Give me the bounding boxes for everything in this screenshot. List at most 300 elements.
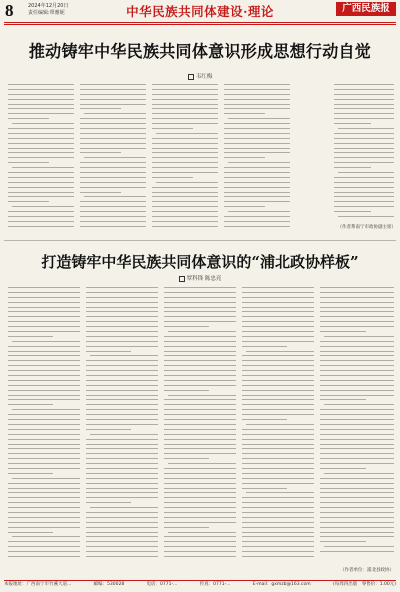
text-line (8, 439, 80, 440)
text-line (164, 385, 236, 386)
text-line (86, 390, 158, 391)
text-line (164, 483, 236, 484)
text-line (224, 157, 265, 158)
text-line (8, 133, 74, 134)
text-line (242, 336, 314, 337)
text-line (8, 483, 80, 484)
text-line (152, 94, 218, 95)
text-line (8, 473, 53, 474)
text-line (86, 321, 158, 322)
text-line (8, 84, 74, 85)
text-line (8, 118, 49, 119)
text-line (320, 346, 394, 347)
text-line (86, 536, 158, 537)
text-line (320, 375, 394, 376)
text-line (334, 148, 394, 149)
text-line (152, 148, 218, 149)
text-line (224, 167, 290, 168)
text-line (8, 522, 80, 523)
text-line (164, 512, 236, 513)
text-line (320, 478, 394, 479)
text-line (242, 512, 314, 513)
text-line (8, 108, 74, 109)
text-line (80, 94, 146, 95)
text-line (86, 473, 158, 474)
page-footer (4, 580, 396, 590)
text-line (164, 551, 236, 552)
text-line (8, 385, 80, 386)
text-line (80, 187, 146, 188)
text-line (320, 390, 394, 391)
text-line (334, 187, 394, 188)
text-line (86, 395, 158, 396)
text-line (242, 458, 314, 459)
text-line (242, 502, 314, 503)
text-line (164, 492, 236, 493)
issue-date: 2024年12月20日 (28, 3, 69, 9)
text-line (338, 216, 394, 217)
text-line (8, 488, 80, 489)
article1-column-4 (224, 84, 290, 231)
text-line (86, 370, 158, 371)
text-line (164, 448, 236, 449)
text-line (224, 133, 290, 134)
text-line (80, 138, 146, 139)
text-line (164, 488, 236, 489)
text-line (8, 512, 80, 513)
text-line (324, 404, 394, 405)
text-line (168, 463, 236, 464)
text-line (86, 444, 158, 445)
text-line (164, 541, 236, 542)
text-line (152, 128, 193, 129)
text-line (338, 128, 394, 129)
text-line (164, 336, 236, 337)
text-line (320, 541, 366, 542)
text-line (242, 297, 314, 298)
text-line (8, 311, 80, 312)
text-line (8, 187, 74, 188)
text-line (164, 414, 236, 415)
text-line (320, 536, 394, 537)
text-line (80, 167, 146, 168)
text-line (242, 365, 314, 366)
text-line (228, 118, 290, 119)
text-line (8, 370, 80, 371)
article2-column-4 (242, 287, 314, 561)
text-line (338, 172, 394, 173)
text-line (320, 414, 394, 415)
article2-signature: （作者单位：浦北县政协） (340, 568, 394, 573)
text-line (152, 226, 218, 227)
footer-fax: 传真：0771-... (199, 582, 231, 587)
text-line (86, 351, 131, 352)
text-line (224, 138, 290, 139)
text-line (242, 463, 314, 464)
text-line (8, 395, 80, 396)
text-line (334, 143, 394, 144)
text-line (320, 517, 394, 518)
text-line (242, 311, 314, 312)
text-line (164, 507, 236, 508)
text-line (152, 123, 218, 124)
text-line (164, 458, 209, 459)
text-line (86, 532, 158, 533)
text-line (224, 94, 290, 95)
text-line (242, 527, 314, 528)
text-line (334, 167, 371, 168)
text-line (8, 211, 74, 212)
article1-byline (0, 72, 400, 80)
text-line (164, 478, 236, 479)
text-line (12, 123, 74, 124)
text-line (334, 182, 394, 183)
text-line (164, 527, 209, 528)
text-line (86, 517, 158, 518)
text-line (320, 522, 394, 523)
text-line (86, 404, 158, 405)
text-line (246, 492, 314, 493)
text-line (334, 192, 394, 193)
text-line (86, 297, 158, 298)
text-line (80, 108, 121, 109)
text-line (152, 206, 218, 207)
text-line (320, 497, 394, 498)
text-line (242, 429, 314, 430)
text-line (334, 108, 394, 109)
text-line (224, 99, 290, 100)
text-line (242, 346, 287, 347)
text-line (152, 211, 218, 212)
text-line (224, 196, 290, 197)
section-title: 中华民族共同体建设·理论 (126, 4, 274, 19)
text-line (86, 311, 158, 312)
text-line (242, 321, 314, 322)
text-line (224, 148, 290, 149)
text-line (164, 429, 236, 430)
text-line (228, 162, 290, 163)
text-line (80, 99, 146, 100)
text-line (8, 172, 74, 173)
text-line (320, 370, 394, 371)
text-line (334, 211, 371, 212)
text-line (224, 123, 290, 124)
text-line (320, 453, 394, 454)
text-line (8, 390, 80, 391)
byline-square-icon (188, 74, 194, 80)
text-line (242, 483, 314, 484)
text-line (8, 380, 80, 381)
masthead-rule-thin (4, 24, 396, 25)
text-line (242, 507, 314, 508)
text-line (8, 351, 80, 352)
text-line (320, 468, 366, 469)
text-line (8, 517, 80, 518)
text-line (224, 216, 290, 217)
text-line (334, 177, 394, 178)
text-line (224, 113, 265, 114)
text-line (8, 458, 80, 459)
text-line (224, 201, 290, 202)
text-line (90, 434, 158, 435)
text-line (242, 399, 314, 400)
text-line (320, 463, 394, 464)
text-line (334, 201, 394, 202)
text-line (86, 424, 158, 425)
text-line (8, 192, 74, 193)
text-line (334, 162, 394, 163)
text-line (80, 118, 146, 119)
text-line (320, 512, 394, 513)
text-line (164, 409, 236, 410)
text-line (8, 434, 80, 435)
text-line (334, 89, 394, 90)
text-line (242, 546, 314, 547)
text-line (152, 201, 218, 202)
text-line (90, 355, 158, 356)
text-line (80, 104, 146, 105)
text-line (8, 492, 80, 493)
text-line (152, 196, 218, 197)
text-line (80, 221, 146, 222)
text-line (164, 517, 236, 518)
text-line (152, 157, 218, 158)
text-line (8, 527, 80, 528)
text-line (80, 201, 146, 202)
text-line (8, 532, 53, 533)
text-line (164, 453, 236, 454)
text-line (8, 346, 80, 347)
text-line (164, 439, 236, 440)
text-line (320, 355, 394, 356)
text-line (334, 152, 394, 153)
text-line (84, 157, 146, 158)
text-line (320, 551, 394, 552)
text-line (164, 292, 236, 293)
text-line (228, 211, 290, 212)
text-line (224, 108, 290, 109)
text-line (242, 551, 314, 552)
text-line (242, 316, 314, 317)
text-line (8, 419, 80, 420)
text-line (224, 172, 290, 173)
text-line (86, 307, 158, 308)
text-line (8, 556, 80, 557)
text-line (242, 517, 314, 518)
text-line (168, 331, 236, 332)
text-line (320, 483, 394, 484)
text-line (86, 380, 158, 381)
text-line (164, 404, 236, 405)
text-line (242, 375, 314, 376)
text-line (164, 321, 236, 322)
text-line (86, 502, 131, 503)
text-line (242, 439, 314, 440)
text-line (242, 360, 314, 361)
text-line (86, 512, 158, 513)
text-line (12, 478, 80, 479)
article2-byline (0, 274, 400, 282)
text-line (8, 546, 80, 547)
text-line (334, 113, 394, 114)
text-line (86, 292, 158, 293)
text-line (320, 409, 394, 410)
text-line (242, 556, 314, 557)
text-line (164, 556, 236, 557)
text-line (242, 532, 314, 533)
text-line (242, 341, 314, 342)
text-line (164, 522, 236, 523)
text-line (8, 502, 80, 503)
text-line (152, 99, 218, 100)
text-line (86, 453, 158, 454)
text-line (80, 148, 146, 149)
text-line (152, 89, 218, 90)
article2-column-2 (86, 287, 158, 561)
byline-square-icon (179, 276, 185, 282)
text-line (90, 507, 158, 508)
text-line (152, 187, 218, 188)
text-line (164, 341, 236, 342)
text-line (224, 84, 290, 85)
text-line (224, 177, 290, 178)
text-line (12, 409, 80, 410)
text-line (8, 360, 80, 361)
text-line (80, 123, 146, 124)
footer-price: (每周四出版 零售价：1.00元) (332, 582, 396, 587)
text-line (80, 152, 121, 153)
text-line (80, 128, 146, 129)
text-line (164, 326, 209, 327)
text-line (242, 434, 314, 435)
text-line (156, 182, 218, 183)
text-line (86, 483, 158, 484)
text-line (164, 360, 236, 361)
text-line (320, 458, 394, 459)
text-line (334, 84, 394, 85)
text-line (164, 346, 236, 347)
text-line (80, 162, 146, 163)
text-line (320, 434, 394, 435)
text-line (8, 94, 74, 95)
text-line (152, 118, 218, 119)
text-line (8, 157, 74, 158)
text-line (156, 133, 218, 134)
text-line (320, 385, 394, 386)
text-line (152, 177, 193, 178)
text-line (224, 143, 290, 144)
text-line (320, 399, 366, 400)
text-line (86, 336, 158, 337)
text-line (8, 297, 80, 298)
text-line (86, 488, 158, 489)
text-line (8, 375, 80, 376)
text-line (8, 104, 74, 105)
footer-postcode: 邮编：530028 (93, 582, 125, 587)
text-line (152, 162, 218, 163)
article1-signature: （作者系南宁市政协副主席） (337, 225, 396, 230)
text-line (242, 448, 314, 449)
text-line (8, 196, 74, 197)
text-line (164, 302, 236, 303)
text-line (8, 444, 80, 445)
text-line (242, 473, 314, 474)
text-line (164, 468, 236, 469)
text-line (8, 365, 80, 366)
responsible-editor: 责任编辑:覃雅妮 (28, 10, 65, 16)
text-line (8, 355, 80, 356)
text-line (224, 128, 290, 129)
page-number: 8 (5, 1, 14, 20)
text-line (324, 546, 394, 547)
text-line (242, 497, 314, 498)
text-line (86, 458, 158, 459)
text-line (320, 395, 394, 396)
text-line (242, 536, 314, 537)
text-line (224, 187, 290, 188)
text-line (152, 167, 218, 168)
text-line (86, 316, 158, 317)
text-line (8, 463, 80, 464)
text-line (320, 297, 394, 298)
text-line (86, 385, 158, 386)
article2-column-5 (320, 287, 394, 556)
text-line (8, 541, 80, 542)
text-line (8, 221, 74, 222)
text-line (86, 551, 158, 552)
text-line (334, 104, 394, 105)
text-line (164, 434, 236, 435)
footer-phone: 电话：0771-... (146, 582, 178, 587)
text-line (320, 448, 394, 449)
text-line (242, 331, 314, 332)
text-line (86, 331, 158, 332)
text-line (80, 177, 146, 178)
text-line (320, 311, 394, 312)
text-line (320, 321, 394, 322)
text-line (86, 522, 158, 523)
text-line (12, 536, 80, 537)
text-line (334, 138, 394, 139)
text-line (320, 488, 394, 489)
text-line (12, 206, 74, 207)
text-line (242, 478, 314, 479)
text-line (86, 463, 158, 464)
text-line (320, 307, 394, 308)
text-line (80, 133, 146, 134)
text-line (242, 385, 314, 386)
text-line (8, 89, 74, 90)
text-line (80, 192, 121, 193)
article2-column-1 (8, 287, 80, 561)
text-line (242, 302, 314, 303)
text-line (164, 419, 236, 420)
article1-author: 韦红梅 (195, 74, 213, 80)
text-line (8, 551, 80, 552)
text-line (324, 473, 394, 474)
text-line (320, 316, 394, 317)
text-line (334, 157, 394, 158)
text-line (8, 404, 53, 405)
text-line (80, 226, 146, 227)
text-line (242, 468, 314, 469)
text-line (8, 216, 74, 217)
text-line (8, 177, 74, 178)
text-line (320, 302, 394, 303)
text-line (242, 453, 314, 454)
text-line (334, 123, 371, 124)
text-line (86, 326, 158, 327)
